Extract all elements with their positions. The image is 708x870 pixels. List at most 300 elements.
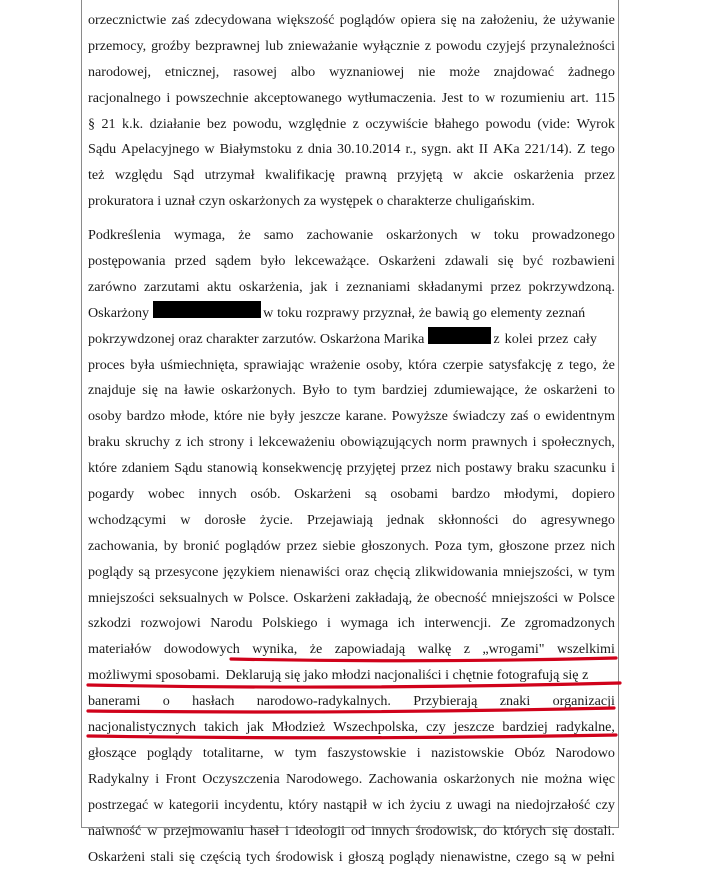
text-line [88,301,615,327]
word: szkodzi [88,611,131,637]
word: głoszące [88,741,137,767]
word: Zachowania [369,767,438,793]
word: była [130,353,154,379]
word: w [563,586,573,612]
word: i [417,741,421,767]
paragraph-2 [88,223,615,870]
word: ideologii [295,819,345,845]
word: nie [248,404,265,430]
word: że [417,586,430,612]
word: tym [354,378,376,404]
word: więc [588,767,615,793]
word: tego [591,137,615,163]
word: młode, [170,404,209,430]
word: można [545,767,583,793]
word: braku [88,430,120,456]
word: przyjętej [347,456,396,482]
word: stanowią [207,456,257,482]
word: czy [426,715,446,741]
text-line [88,34,615,60]
word: używanie [561,8,615,34]
word: Polsce [578,586,615,612]
word: znieważanie [288,34,358,60]
word: ławie [184,378,215,404]
word: przez [286,534,317,560]
word: niedojrzałość [515,793,590,819]
word: i [285,819,289,845]
word: jednak [387,508,425,534]
text-line [88,249,615,275]
word: zdumiewające, [434,378,518,404]
text-line [88,327,615,353]
word: czego [516,845,549,870]
word: wyznaniowej [329,60,404,86]
word: na [164,378,177,404]
word: strony [209,430,244,456]
word: innych [371,819,409,845]
word: głoszą [348,845,384,870]
word: o [163,689,170,715]
word: 221/14). [525,137,572,163]
word: organizacji [553,689,615,715]
highlighted-line [88,689,615,715]
word: życie. [260,508,293,534]
word: etnicznej, [165,60,219,86]
word: do [483,819,497,845]
word: akt [457,137,474,163]
word: że [602,353,615,379]
text-line [88,586,615,612]
word: pogardy [88,482,134,508]
word: obecność [434,586,486,612]
text-line [88,137,615,163]
word: się [498,249,514,275]
word: sądem [215,249,251,275]
word: ich [388,793,405,819]
word: względu [115,163,163,189]
word: nie [418,60,435,86]
word: stali [150,845,174,870]
word: racjonalnego [88,86,161,112]
word: są [554,845,566,870]
word: że [310,637,323,663]
word: Podkreślenia [88,223,161,249]
highlighted-text: Deklarują się jako młodzi nacjonaliści i chętnie fotografują się z [226,663,589,689]
text-line [88,163,615,189]
text-line [88,60,615,86]
word: utrzymał [205,163,255,189]
word: Sąd [173,163,194,189]
word: zgromadzonych [525,611,615,637]
text-line [88,482,615,508]
word: Wyrok [577,112,615,138]
text-line [88,404,615,430]
word: może [449,60,480,86]
word: postępowania [88,249,166,275]
word: z [175,430,181,456]
word: do [513,508,527,534]
word: mniejszości [88,586,155,612]
word: nazistowskie [431,741,504,767]
word: Obóz [514,741,545,767]
word: braku [517,456,549,482]
word: osobami [390,482,438,508]
word: Przybierają [413,689,477,715]
text-line [88,793,615,819]
word: błahego [434,112,479,138]
word: oskarżenia, [239,275,303,301]
word: który [288,793,318,819]
word: być [523,249,543,275]
word: zdaniem [122,456,170,482]
text-line: prokuratora i uznał czyn oskarżonych za występek o charakterze chuligańskim. [88,189,615,215]
word: też [88,163,104,189]
word: oraz [345,560,369,586]
word: Białymstoku [220,137,292,163]
redaction-box [153,301,261,318]
word: przed [175,249,206,275]
word: sprawiając [244,353,304,379]
word: poglądy [389,845,434,870]
text-segment: pokrzywdzonej oraz charakter zarzutów. Oskarżona Marika [88,327,424,353]
word: nastąpił [323,793,367,819]
word: ich [398,611,415,637]
word: zaś [171,8,189,34]
word: obowiązujących [340,430,432,456]
word: jak [247,715,264,741]
word: językiem [223,560,275,586]
word: w [453,163,463,189]
word: z [557,353,563,379]
redaction-box [428,327,491,344]
word: toku [494,223,519,249]
word: karane. [346,404,387,430]
text-line [88,430,615,456]
word: narodowo-radykalnych. [257,689,391,715]
word: Radykalny [88,767,149,793]
word: dostali. [574,819,615,845]
text-line [88,845,615,870]
word: Jest [442,86,463,112]
word: lekceważeniu [258,430,335,456]
word: Sądu [174,456,202,482]
text-line [88,611,615,637]
word: się [179,845,195,870]
word: akceptowanego [254,86,342,112]
word: w [485,86,495,112]
word: to [468,86,479,112]
word: opiera [401,8,436,34]
word: Oczyszczenia [202,767,279,793]
word: znaki [500,689,531,715]
word: postrzegać [88,793,148,819]
word: tym, [468,534,493,560]
word: groźby [151,34,190,60]
word: czy [595,793,615,819]
word: to [604,378,615,404]
word: środowisk, [416,819,477,845]
word: interwencji. [424,611,491,637]
text-segment: możliwymi sposobami. [88,663,220,689]
word: i [335,275,339,301]
word: Apelacyjnego [121,137,199,163]
word: oskarżeni [544,378,598,404]
text-line [88,112,615,138]
word: uśmiechnięta, [160,353,238,379]
word: i [327,611,331,637]
word: świadczy [453,404,505,430]
word: w [180,508,190,534]
document-page [88,8,615,870]
word: z [353,112,359,138]
word: Narodowego. [286,767,362,793]
word: tych [246,845,270,870]
word: osoby, [366,353,402,379]
word: pełni [587,845,615,870]
word: jak [310,275,327,301]
word: oczywiście [365,112,428,138]
word: wchodzącymi [88,508,166,534]
word: innych [198,482,236,508]
word: nacjonalistycznych [88,715,196,741]
word: oskarżonych [386,223,457,249]
word: Przejawiają [307,508,373,534]
word: powszechnie [176,86,249,112]
word: 115 [594,86,615,112]
word: skruchy [125,430,170,456]
word: życiu [410,793,441,819]
word: wrażenie [310,353,361,379]
paragraph-1 [88,8,615,215]
word: Oskarżeni [294,482,351,508]
word: postawy [465,456,512,482]
word: są [138,560,150,586]
word: albo [291,60,315,86]
word: i [166,86,170,112]
word: Polskiego [262,611,318,637]
word: nienawiści [280,560,340,586]
word: zachowanie [307,223,374,249]
word: dorosłe [204,508,246,534]
word: 21 [101,112,115,138]
word: jeszcze [454,715,495,741]
word: czerpie [443,353,484,379]
word: faszystowskie [327,741,406,767]
word: oskarżenia [514,163,574,189]
word: o [533,404,540,430]
text-line [88,86,615,112]
word: zarówno [88,275,137,301]
word: przez [584,163,615,189]
word: wymaga, [174,223,225,249]
word: oskarżonych [444,767,515,793]
word: „wrogami" [482,637,544,663]
word: znajduje [88,378,136,404]
word: naiwność [88,819,141,845]
text-segment: Oskarżony [88,301,149,327]
word: tego, [569,353,597,379]
word: wynika, [252,637,297,663]
word: w [147,819,157,845]
word: na [462,8,475,34]
word: z [464,637,470,663]
word: Polsce. [248,586,288,612]
word: i [533,430,537,456]
text-line [88,560,615,586]
word: nienawistne, [440,845,511,870]
word: wszelkimi [557,637,615,663]
word: i [611,456,615,482]
word: i [339,845,343,870]
word: pokrzywdzoną. [528,275,615,301]
word: II [479,137,488,163]
word: Młodzież [272,715,325,741]
word: prawną [345,163,386,189]
word: poglądów [225,534,281,560]
word: bardziej [502,715,547,741]
word: mniejszości, [503,560,573,586]
word: w [274,741,284,767]
word: zdawali [445,249,489,275]
word: żadnego [568,60,615,86]
word: Narodu [210,611,252,637]
word: zarzutami [144,275,200,301]
text-line [88,741,615,767]
word: przez [555,534,586,560]
word: i [155,767,159,793]
word: głoszone [499,534,549,560]
word: (vide: [537,112,570,138]
word: młodymi, [504,482,558,508]
word: incydentu, [224,793,283,819]
word: zlikwidowania [415,560,498,586]
word: k.k. [122,112,143,138]
word: rozwojowi [141,611,201,637]
text-line [88,378,615,404]
word: poglądy [88,560,133,586]
word: osoby [88,404,122,430]
word: która [408,353,437,379]
word: oskarżonych. [221,378,296,404]
word: lekceważące. [295,249,370,275]
word: wobec [148,482,185,508]
word: rozbawieni [552,249,615,275]
word: większość [277,8,335,34]
word: materiałów [88,637,151,663]
word: przez [490,275,521,301]
word: seksualnych [159,586,228,612]
word: aktu [207,275,231,301]
word: skłonności [438,508,498,534]
word: bardzo [452,482,490,508]
text-line [88,275,615,301]
word: agresywnego [541,508,615,534]
word: powodu [436,34,481,60]
word: ewidentnym [545,404,615,430]
word: to [336,378,347,404]
word: bez [207,112,227,138]
word: założeniu, [480,8,538,34]
word: przyjętą [397,163,442,189]
word: hasłach [192,689,234,715]
word: bezprawnej [195,34,260,60]
text-line [88,456,615,482]
word: Było [302,378,329,404]
text-segment: z kolei przez cały [493,327,597,353]
text-segment: w toku rozprawy przyznał, że bawią go elementy zeznań [263,301,585,327]
word: Oskarżeni [293,586,350,612]
word: nich [591,534,615,560]
word: zachowania, [88,534,158,560]
word: osób. [250,482,280,508]
word: i [249,430,253,456]
word: na [497,793,510,819]
word: totalitarne, [203,741,264,767]
word: kwalifikację [265,163,335,189]
word: norm [437,430,467,456]
word: zapowiadają [335,637,405,663]
word: znajdować [494,60,554,86]
word: było [260,249,285,275]
word: narodowej, [88,60,151,86]
word: które [88,456,117,482]
word: nich [436,456,460,482]
word: walkę [418,637,452,663]
word: się [441,8,457,34]
word: siebie [323,534,356,560]
word: bardzo [127,404,165,430]
word: § [88,112,95,138]
word: Z [577,137,586,163]
text-line [88,767,615,793]
word: poglądów [340,8,396,34]
word: społecznych, [542,430,615,456]
text-line [88,508,615,534]
word: tym [593,560,615,586]
word: w [204,137,214,163]
word: środowisk [276,845,334,870]
word: satysfakcję [489,353,552,379]
word: działanie [150,112,201,138]
word: są [365,482,377,508]
word: składanymi [418,275,483,301]
word: które [214,404,243,430]
text-line [88,8,615,34]
word: od [351,819,365,845]
word: przejmowaniu [163,819,244,845]
word: częścią [200,845,241,870]
word: dowodowych [164,637,240,663]
text-line [88,663,615,689]
word: 30.10.2014 [337,137,400,163]
word: zaś [510,404,528,430]
word: haseł [250,819,279,845]
word: dopiero [572,482,615,508]
word: kategorii [169,793,219,819]
word: wyłącznie [363,34,420,60]
word: były [270,404,295,430]
word: w [571,845,581,870]
word: proces [88,353,125,379]
highlighted-line [88,715,615,741]
word: r., [405,137,416,163]
word: art. [570,86,588,112]
word: z [425,34,431,60]
word: przesycone [155,560,218,586]
word: w [471,223,481,249]
word: bronić [183,534,219,560]
word: jeszcze [300,404,341,430]
